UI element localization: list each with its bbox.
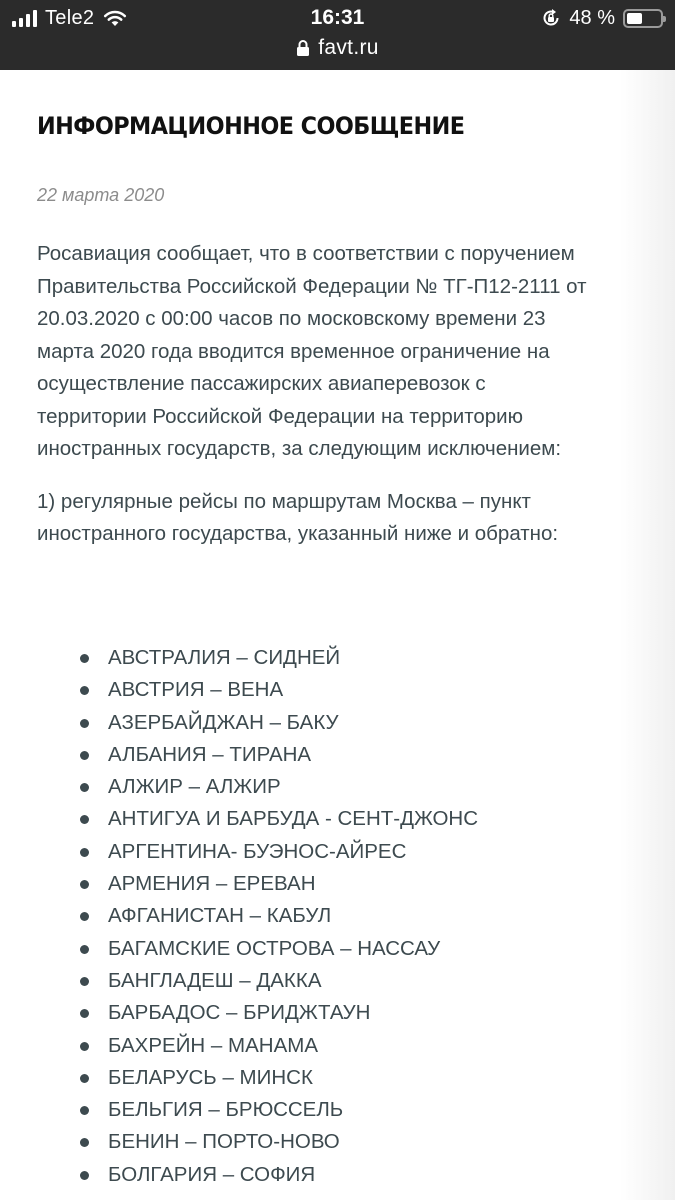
bullet-icon [80, 912, 89, 921]
bullet-icon [80, 1171, 89, 1180]
list-item [80, 739, 640, 771]
list-item-text: АРМЕНИЯ – ЕРЕВАН [108, 872, 316, 896]
bullet-icon [80, 977, 89, 986]
list-item [80, 868, 640, 900]
battery-level [627, 13, 642, 24]
list-item-text: БАХРЕЙН – МАНАМА [108, 1033, 319, 1057]
list-item-text: БЕЛАРУСЬ – МИНСК [108, 1065, 313, 1089]
bullet-icon [80, 1074, 89, 1083]
list-item [80, 1126, 640, 1158]
list-item-text: АЗЕРБАЙДЖАН – БАКУ [108, 710, 339, 734]
list-item [80, 674, 640, 706]
lock-icon [296, 39, 310, 57]
list-item-text: АНТИГУА И БАРБУДА - СЕНТ-ДЖОНС [108, 807, 479, 831]
publish-date: 22 марта 2020 [37, 185, 165, 205]
address-bar[interactable] [0, 34, 675, 62]
bullet-icon [80, 1042, 89, 1051]
list-item-text: АВСТРАЛИЯ – СИДНЕЙ [108, 646, 341, 669]
list-item [80, 1094, 640, 1126]
bullet-icon [80, 848, 89, 857]
list-item-text: БАНГЛАДЕШ – ДАККА [108, 968, 322, 992]
bullet-icon [80, 1106, 89, 1115]
list-item-text: БАГАМСКИЕ ОСТРОВА – НАССАУ [108, 936, 441, 960]
browser-header [0, 0, 675, 70]
country-list [80, 642, 640, 1191]
bullet-icon [80, 815, 89, 824]
bullet-icon [80, 686, 89, 695]
rotation-lock-icon [541, 8, 561, 28]
list-item [80, 1062, 640, 1094]
article-paragraph: Росавиация сообщает, что в соответствии с поручением Правительства Российской Федерации № ТГ-П12-2111 от 20.03.2020 с 00:00 часов по московскому времени 23 марта 2020 года вводится временное ограничение на осуществление пассажирских авиаперевозок с территории Российской Федерации на территорию иностранных государств, за следующим исключением: [37, 242, 587, 460]
list-item [80, 642, 640, 674]
list-item [80, 836, 640, 868]
list-item [80, 965, 640, 997]
list-item-text: АЛБАНИЯ – ТИРАНА [108, 742, 312, 766]
battery-percent: 48 % [569, 6, 615, 29]
list-item-text: БОЛГАРИЯ – СОФИЯ [108, 1162, 316, 1186]
bullet-icon [80, 654, 89, 663]
status-bar [0, 0, 675, 36]
list-item-text: АФГАНИСТАН – КАБУЛ [108, 904, 332, 928]
list-item [80, 707, 640, 739]
list-item [80, 1159, 640, 1191]
list-item [80, 900, 640, 932]
bullet-icon [80, 1009, 89, 1018]
list-item [80, 1030, 640, 1062]
carrier-name: Tele2 [45, 6, 95, 29]
bullet-icon [80, 945, 89, 954]
list-item-text: АРГЕНТИНА- БУЭНОС-АЙРЕС [108, 839, 407, 863]
list-item-text: АЛЖИР – АЛЖИР [108, 775, 281, 799]
list-item [80, 933, 640, 965]
page-title: ИНФОРМАЦИОННОЕ СООБЩЕНИЕ [37, 112, 465, 140]
article-paragraph: 1) регулярные рейсы по маршрутам Москва – пункт иностранного государства, указанный ниже и обратно: [37, 489, 559, 545]
list-item [80, 997, 640, 1029]
url-text[interactable]: favt.ru [318, 36, 379, 59]
list-item [80, 771, 640, 803]
bullet-icon [80, 1138, 89, 1147]
bullet-icon [80, 751, 89, 760]
list-item-text: АВСТРИЯ – ВЕНА [108, 678, 284, 702]
article-body [37, 238, 597, 551]
list-item-text: БАРБАДОС – БРИДЖТАУН [108, 1001, 371, 1025]
bullet-icon [80, 719, 89, 728]
bullet-icon [80, 880, 89, 889]
list-item-text: БЕНИН – ПОРТО-НОВО [108, 1130, 340, 1154]
bullet-icon [80, 783, 89, 792]
clock: 16:31 [310, 6, 365, 29]
list-item [80, 803, 640, 835]
page-content [0, 70, 675, 1200]
status-right [541, 6, 663, 30]
list-item-text: БЕЛЬГИЯ – БРЮССЕЛЬ [108, 1098, 344, 1122]
battery-icon [623, 9, 663, 28]
